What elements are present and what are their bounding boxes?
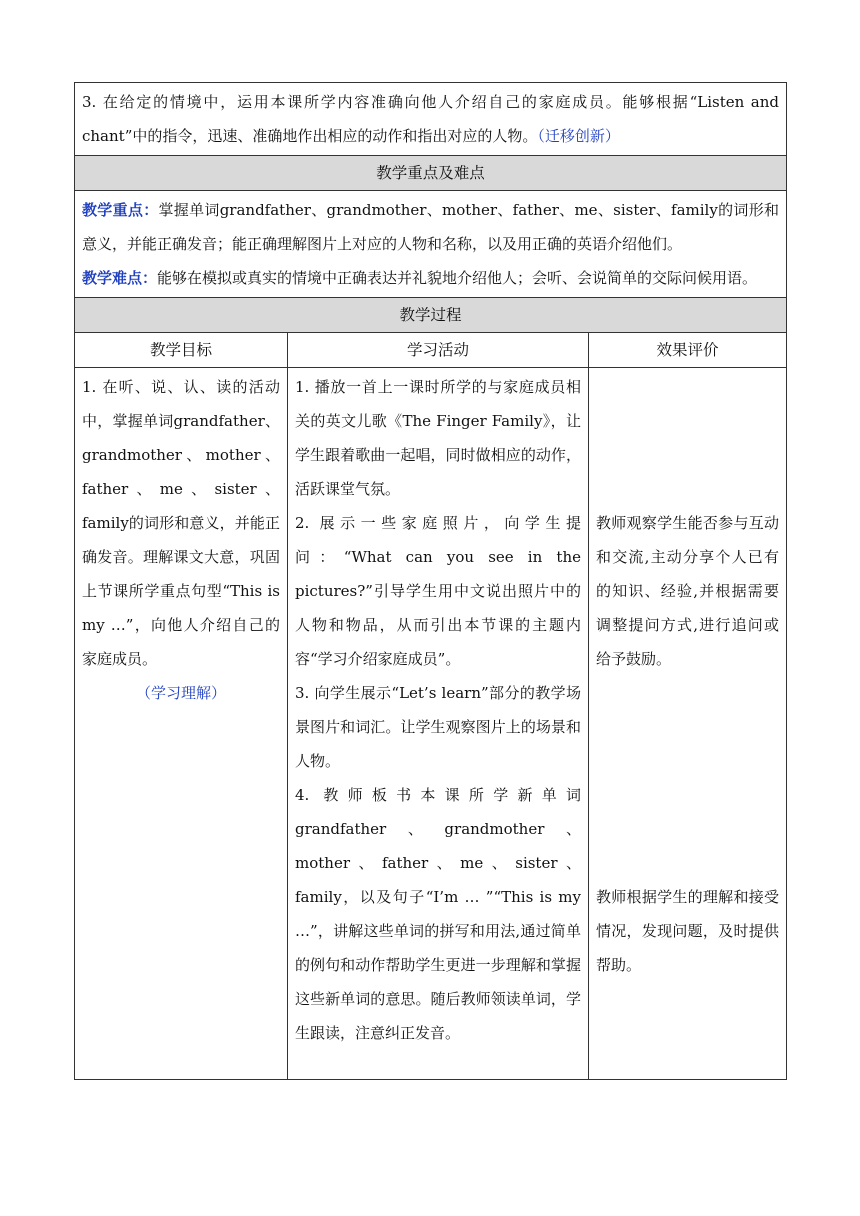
evaluation-text-1: 教师观察学生能否参与互动和交流,主动分享个人已有的知识、经验,并根据需要调整提问方式,进行追问或给予鼓励。: [596, 514, 779, 668]
process-title: 教学过程: [75, 298, 787, 333]
activity-item: 2. 展示一些家庭照片，向学生提问：“What can you see in the pictures?”引导学生用中文说出照片中的人物和物品，从而引出本节课的主题内容“学习介绍家庭成员”。: [295, 514, 581, 668]
column-header-goal: 教学目标: [75, 333, 288, 368]
key-points-cell: [75, 191, 787, 298]
activity-cell: [288, 368, 589, 1080]
evaluation-cell: [589, 368, 787, 1080]
activity-item: 3. 向学生展示“Let’s learn”部分的教学场景图片和词汇。让学生观察图片上的场景和人物。: [295, 684, 581, 770]
key-points-row: [75, 191, 787, 298]
column-header-row: [75, 333, 787, 368]
process-header-row: [75, 298, 787, 333]
objective-cell: [75, 83, 787, 156]
difficult-point-paragraph: [82, 261, 779, 295]
objective-3-tag: （迁移创新）: [537, 127, 620, 145]
column-header-evaluation: 效果评价: [589, 333, 787, 368]
process-content-row: [75, 368, 787, 1080]
column-header-activity: 学习活动: [288, 333, 589, 368]
key-points-header-row: [75, 156, 787, 191]
activity-item: 4. 教师板书本课所学新单词grandfather、grandmother、mother、father、me、sister、family，以及句子“I’m … ”“This is my …”，讲解这些单词的拼写和用法,通过简单的例句和动作帮助学生更进一步理解和掌握这些新单词的意思。随后教师领读单词，学生跟读，注意纠正发音。: [295, 786, 581, 1042]
lesson-plan-table: [74, 82, 787, 1080]
objective-3-text: 3. 在给定的情境中，运用本课所学内容准确向他人介绍自己的家庭成员。能够根据“Listen and chant”中的指令，迅速、准确地作出相应的动作和指出对应的人物。: [82, 93, 779, 145]
goal-cell: [75, 368, 288, 1080]
activity-item: 1. 播放一首上一课时所学的与家庭成员相关的英文儿歌《The Finger Family》，让学生跟着歌曲一起唱，同时做相应的动作，活跃课堂气氛。: [295, 378, 581, 498]
objective-row: [75, 83, 787, 156]
difficult-point-label: 教学难点：: [82, 269, 158, 287]
key-point-text: 掌握单词grandfather、grandmother、mother、father、me、sister、family的词形和意义，并能正确发音；能正确理解图片上对应的人物和名称，以及用正确的英语介绍他们。: [82, 201, 779, 253]
difficult-point-text: 能够在模拟或真实的情境中正确表达并礼貌地介绍他人；会听、会说简单的交际问候用语。: [157, 269, 758, 287]
key-point-paragraph: [82, 193, 779, 261]
key-points-title: 教学重点及难点: [75, 156, 787, 191]
goal-text: 1. 在听、说、认、读的活动中，掌握单词grandfather、grandmother、mother、father、me、sister、family的词形和意义，并能正确发音。理解课文大意，巩固上节课所学重点句型“This is my …”，向他人介绍自己的家庭成员。: [82, 378, 280, 668]
goal-tag: （学习理解）: [135, 684, 226, 702]
evaluation-text-2: 教师根据学生的理解和接受情况，发现问题，及时提供帮助。: [596, 888, 779, 974]
key-point-label: 教学重点：: [82, 201, 159, 219]
